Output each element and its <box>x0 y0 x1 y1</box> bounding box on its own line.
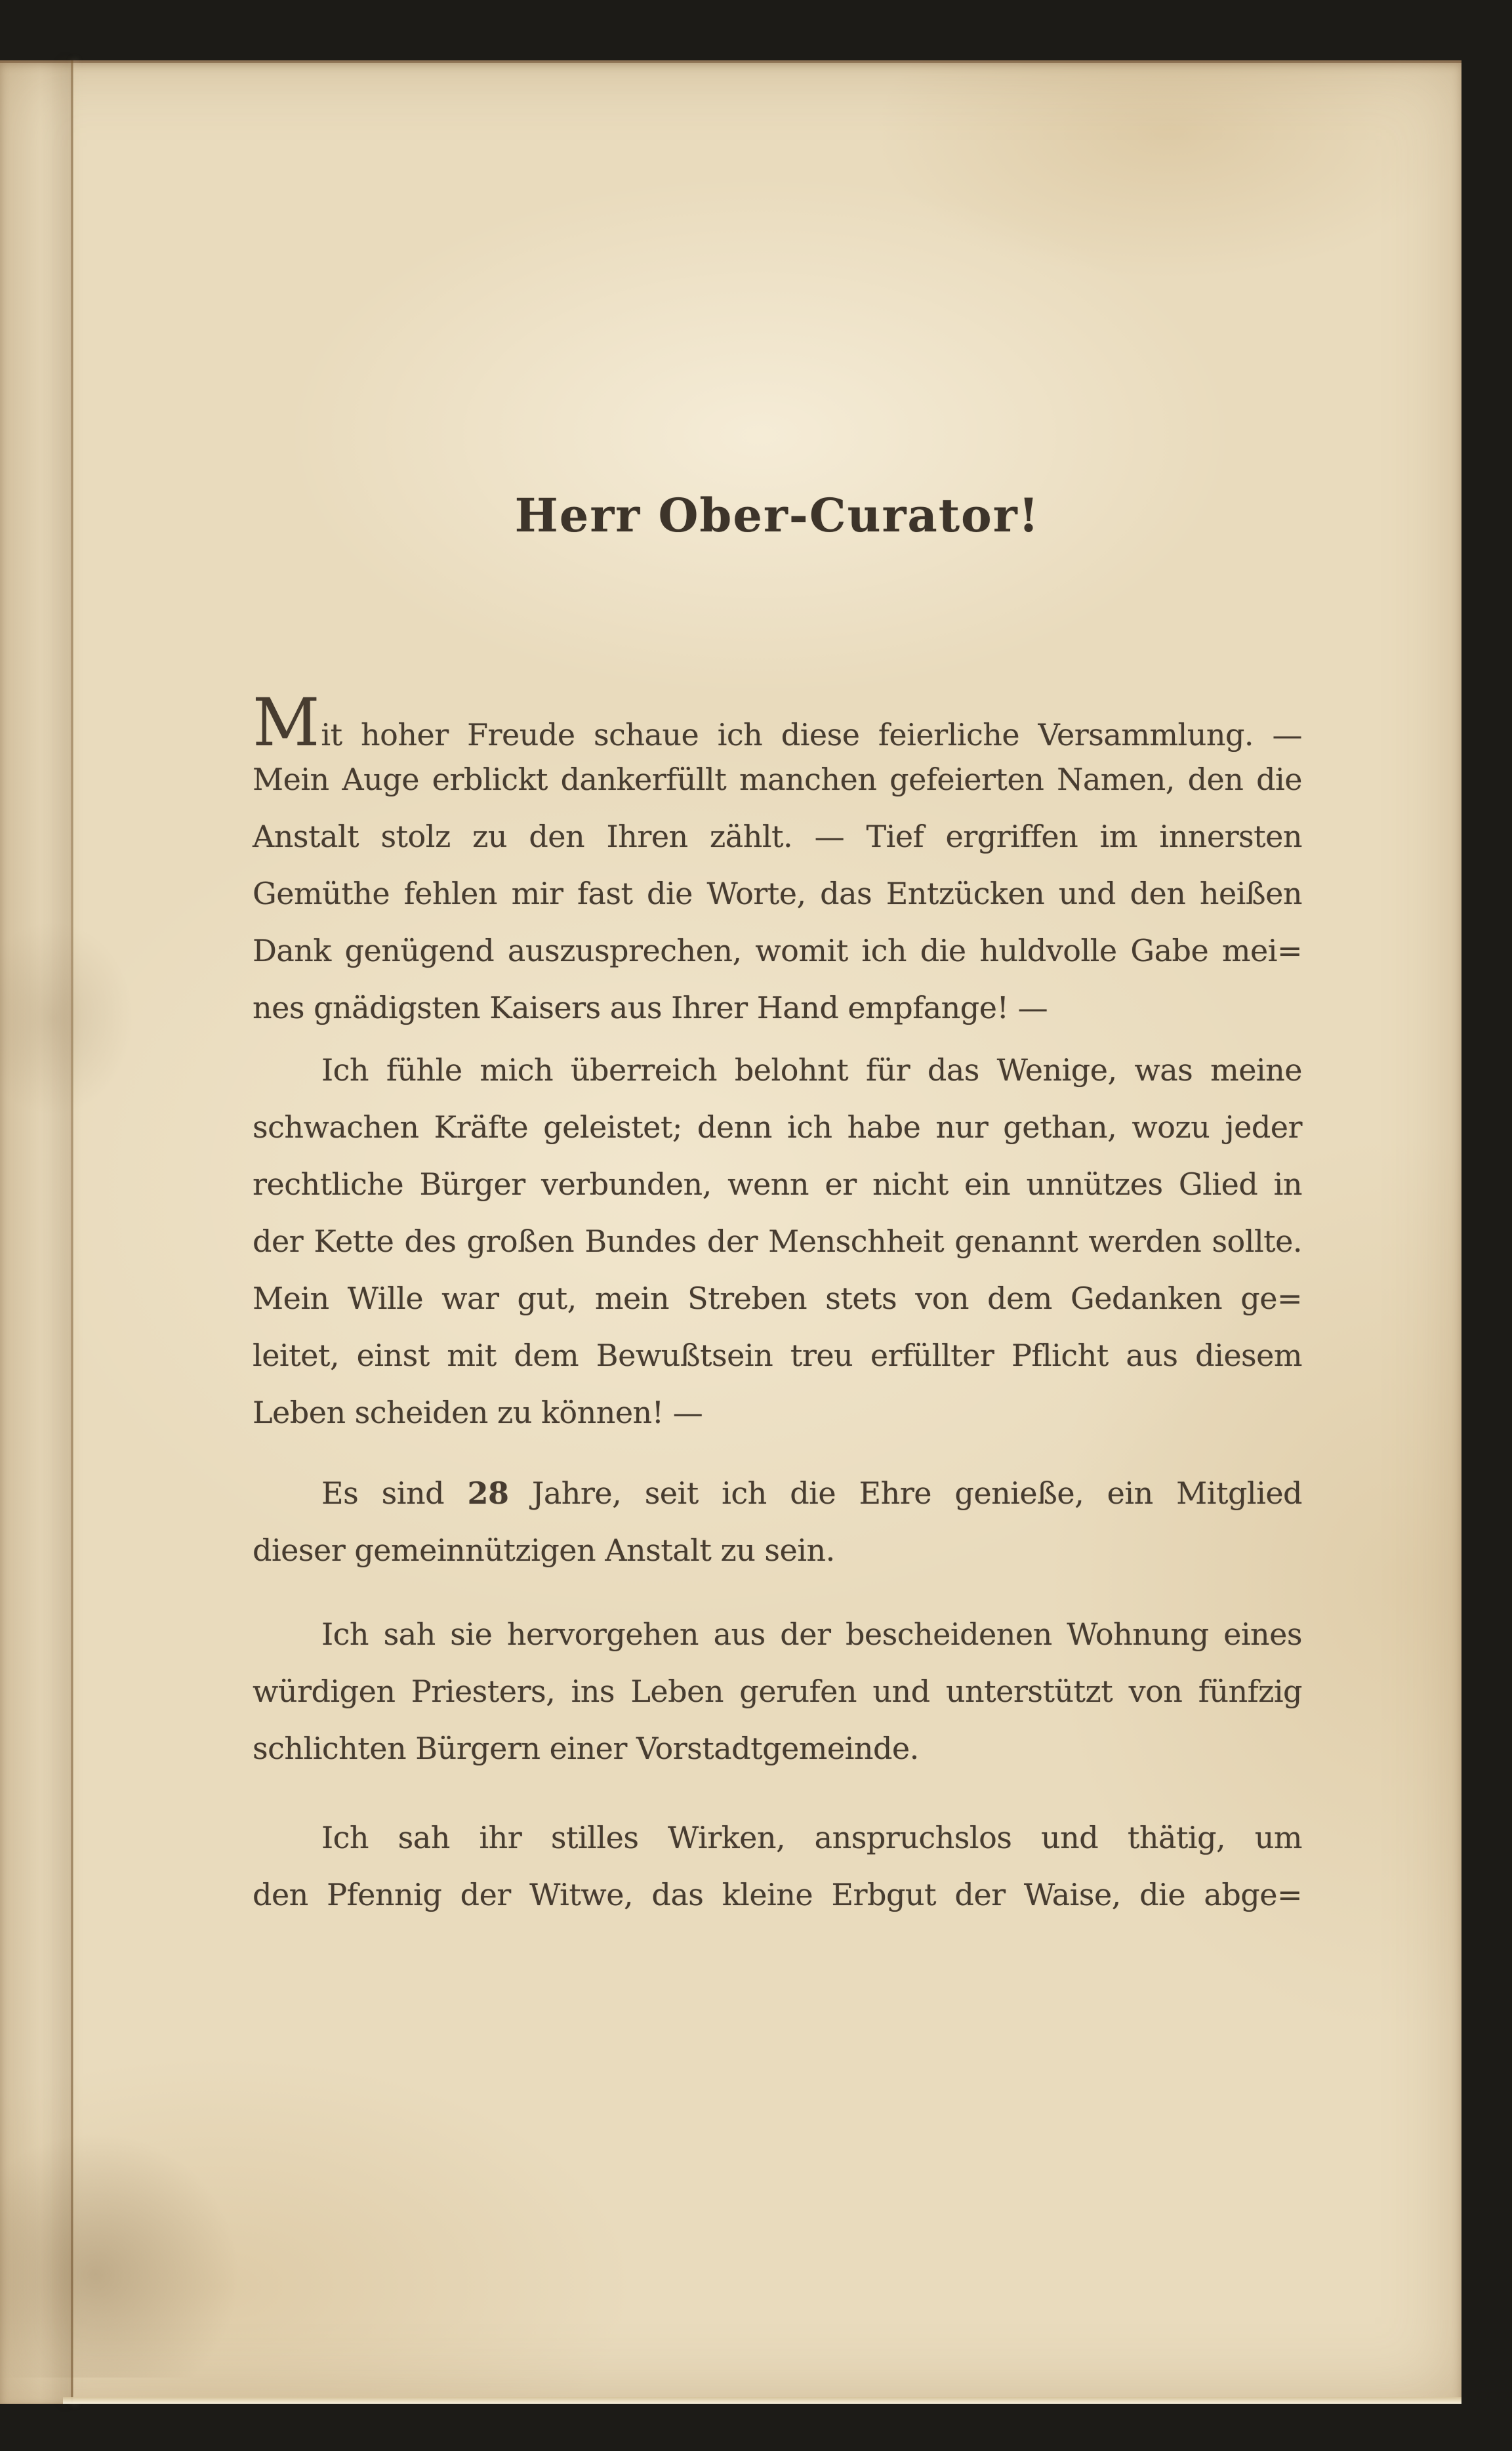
initial-capital: M <box>253 684 320 761</box>
text-line: Ich sah sie hervorgehen aus der bescheidenen Wohnung eines <box>321 1617 1302 1652</box>
text-line: schlichten Bürgern einer Vorstadtgemeinde. <box>253 1731 919 1766</box>
text-line: der Kette des großen Bundes der Menschheit genannt werden sollte. <box>253 1224 1302 1259</box>
paragraph-1 <box>253 684 1302 1037</box>
text-line: Mein Wille war gut, mein Streben stets von dem Gedanken ge= <box>253 1281 1302 1316</box>
text-line: schwachen Kräfte geleistet; denn ich habe nur gethan, wozu jeder <box>253 1109 1302 1145</box>
text-line: Ich fühle mich überreich belohnt für das Wenige, was meine <box>321 1052 1302 1088</box>
text-line: Mein Auge erblickt dankerfüllt manchen gefeierten Namen, den die <box>253 762 1302 797</box>
text-line: nes gnädigsten Kaisers aus Ihrer Hand empfange! — <box>253 990 1048 1025</box>
paragraph-3 <box>253 1465 1302 1579</box>
book-page-paper <box>0 60 1461 2404</box>
text-line: Ich sah ihr stilles Wirken, anspruchslos und thätig, um <box>321 1820 1302 1855</box>
paragraph-2 <box>253 1042 1302 1441</box>
text-line: den Pfennig der Witwe, das kleine Erbgut der Waise, die abge= <box>253 1877 1302 1912</box>
text-line: Es sind 28 Jahre, seit ich die Ehre genieße, ein Mitglied <box>321 1475 1302 1511</box>
paragraph-4 <box>253 1606 1302 1777</box>
paragraph-5 <box>253 1809 1302 1924</box>
page-title: Herr Ober-Curator! <box>514 488 1040 543</box>
text-line: würdigen Priesters, ins Leben gerufen und unterstützt von fünfzig <box>253 1674 1302 1709</box>
text-line: Leben scheiden zu können! — <box>253 1395 703 1430</box>
text-block <box>0 60 1461 2404</box>
text-line: Dank genügend auszusprechen, womit ich die huldvolle Gabe mei= <box>253 933 1302 968</box>
text-line: rechtliche Bürger verbunden, wenn er nicht ein unnützes Glied in <box>253 1166 1302 1202</box>
text-line: leitet, einst mit dem Bewußtsein treu erfüllter Pflicht aus diesem <box>253 1338 1302 1373</box>
text-line: dieser gemeinnützigen Anstalt zu sein. <box>253 1533 835 1568</box>
text-line: Anstalt stolz zu den Ihren zählt. — Tief ergriffen im innersten <box>253 819 1302 854</box>
text-line: Gemüthe fehlen mir fast die Worte, das Entzücken und den heißen <box>253 876 1302 911</box>
text-line: Mit hoher Freude schaue ich diese feierliche Versammlung. — <box>253 684 1302 761</box>
